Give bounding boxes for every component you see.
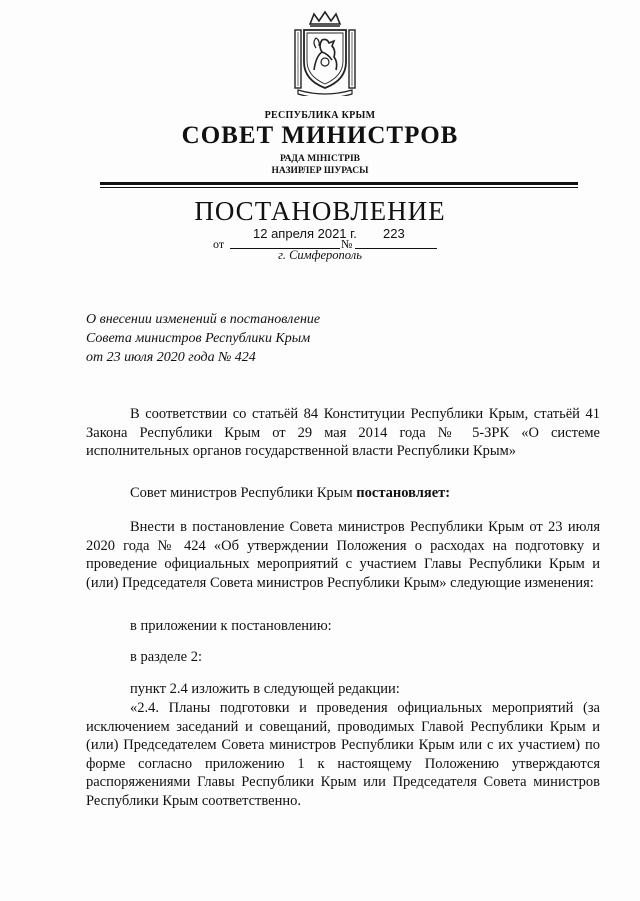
clause-text-paragraph: «2.4. Планы подготовки и проведения официальных мероприятий (за исключением заседаний и совещаний, проводимых Главой Республики Крым и (или) Председателем Совета министров Республики Крым или с их участием) по форме согласно приложению 1 к настоящему Положению утверждаются распоряжениями Главы Республики Крым или Председателя Совета министров Республики Крым соответственно. (86, 700, 600, 809)
decree-title-line: Совета министров Республики Крым (86, 331, 311, 346)
decree-date: 12 апреля 2021 г. (253, 226, 357, 241)
header-divider-thin (100, 187, 578, 188)
council-name: СОВЕТ МИНИСТРОВ (181, 122, 459, 149)
amendment-paragraph: Внести в постановление Совета министров Республики Крым от 23 июля 2020 года № 424 «Об утверждении Положения о расходах на подготовку и проведение официальных мероприятий с участием Главы Республики Крым и (или) Председателя Совета министров Республики Крым» следующие изменения: (86, 519, 600, 591)
council-name-ukrainian: РАДА МІНІСТРІВ (279, 154, 360, 164)
decree-heading: ПОСТАНОВЛЕНИЕ (194, 196, 446, 226)
decree-title-line: от 23 июля 2020 года № 424 (86, 350, 256, 365)
council-name-crimean-tatar: НАЗИРЛЕР ШУРАСЫ (271, 166, 369, 176)
clause-instruction-paragraph: пункт 2.4 изложить в следующей редакции: (130, 681, 400, 697)
number-label: № (341, 237, 353, 251)
republic-name: РЕСПУБЛИКА КРЫМ (264, 110, 376, 121)
date-label: от (213, 237, 225, 251)
resolution-text: Совет министров Республики Крым (130, 485, 357, 501)
decree-number: 223 (383, 226, 405, 241)
preamble-paragraph: В соответствии со статьёй 84 Конституции Республики Крым, статьёй 41 Закона Республики Крым от 29 мая 2014 года № 5-ЗРК «О системе исполнительных органов государственной власти Республики Крым» (86, 406, 600, 459)
amendment-scope-paragraph: в приложении к постановлению: (130, 618, 332, 634)
crimea-coat-of-arms-icon (292, 10, 358, 96)
decree-city: г. Симферополь (278, 248, 362, 262)
decree-title (86, 310, 406, 367)
resolution-paragraph (86, 484, 600, 503)
header-divider-thick (100, 182, 578, 185)
section-reference-paragraph: в разделе 2: (130, 649, 203, 665)
resolution-verb: постановляет: (356, 485, 451, 501)
decree-title-line: О внесении изменений в постановление (86, 312, 321, 327)
